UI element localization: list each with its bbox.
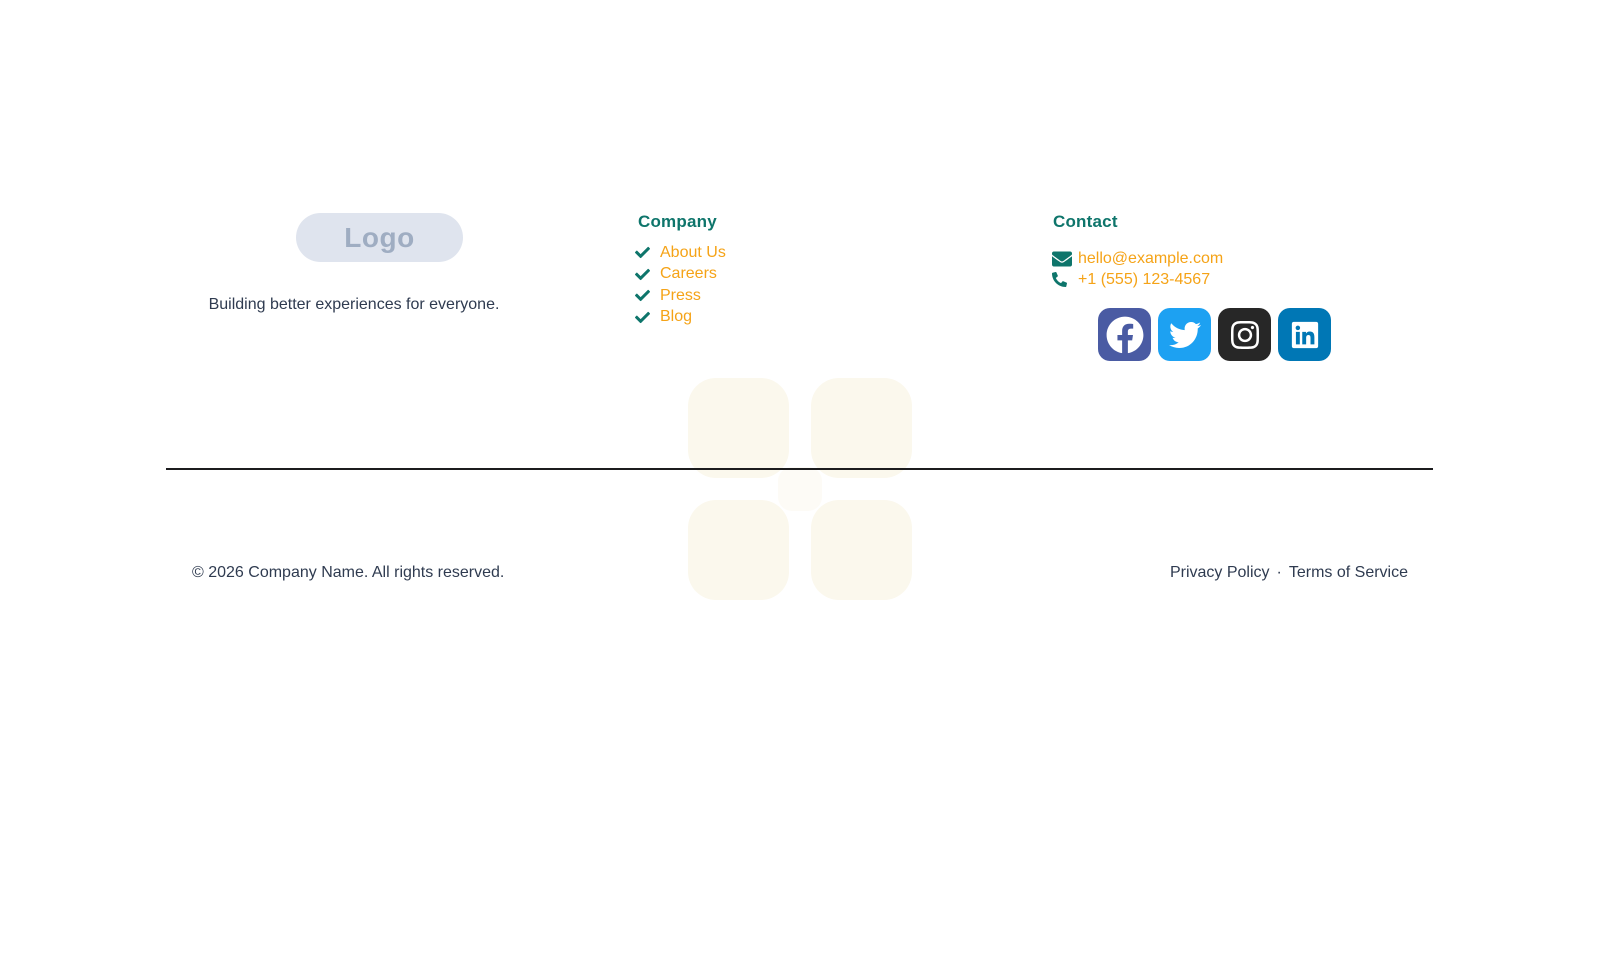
logo-text: Logo [344, 221, 415, 253]
decorative-square [811, 500, 912, 600]
phone-icon [1052, 272, 1072, 287]
legal-separator: · [1276, 564, 1282, 581]
email-link[interactable]: hello@example.com [1078, 249, 1224, 267]
social-links [1098, 308, 1331, 361]
company-link-row [635, 264, 726, 286]
twitter-icon [1169, 319, 1201, 351]
linkedin-icon [1290, 320, 1320, 350]
brand-tagline: Building better experiences for everyone. [208, 296, 500, 313]
footer-divider [166, 468, 1433, 470]
contact-phone-row [1052, 269, 1223, 290]
facebook-icon [1106, 316, 1144, 354]
company-link-row [635, 242, 726, 264]
company-link-list [635, 242, 726, 328]
decorative-square [688, 378, 789, 478]
company-link-press[interactable]: Press [660, 286, 701, 304]
contact-email-row [1052, 248, 1223, 269]
company-link-row [635, 307, 726, 329]
contact-heading: Contact [1053, 212, 1118, 231]
copyright-text: © 2026 Company Name. All rights reserved. [192, 564, 505, 581]
twitter-button[interactable] [1158, 308, 1211, 361]
company-link-about[interactable]: About Us [660, 243, 726, 261]
company-heading: Company [638, 212, 717, 231]
logo-placeholder [296, 213, 463, 262]
company-link-careers[interactable]: Careers [660, 265, 717, 283]
check-icon [635, 310, 650, 325]
privacy-policy-link[interactable]: Privacy Policy [1169, 564, 1270, 581]
legal-links [1170, 564, 1408, 582]
envelope-icon [1052, 249, 1072, 269]
instagram-icon [1229, 319, 1261, 351]
instagram-button[interactable] [1218, 308, 1271, 361]
decorative-square [688, 500, 789, 600]
contact-rows [1052, 248, 1223, 290]
decorative-square [811, 378, 912, 478]
check-icon [635, 288, 650, 303]
decorative-square-center [778, 467, 822, 511]
company-link-row [635, 285, 726, 307]
phone-link[interactable]: +1 (555) 123-4567 [1078, 270, 1211, 288]
facebook-button[interactable] [1098, 308, 1151, 361]
linkedin-button[interactable] [1278, 308, 1331, 361]
check-icon [635, 245, 650, 260]
company-link-blog[interactable]: Blog [660, 308, 693, 326]
terms-of-service-link[interactable]: Terms of Service [1288, 564, 1408, 581]
check-icon [635, 267, 650, 282]
